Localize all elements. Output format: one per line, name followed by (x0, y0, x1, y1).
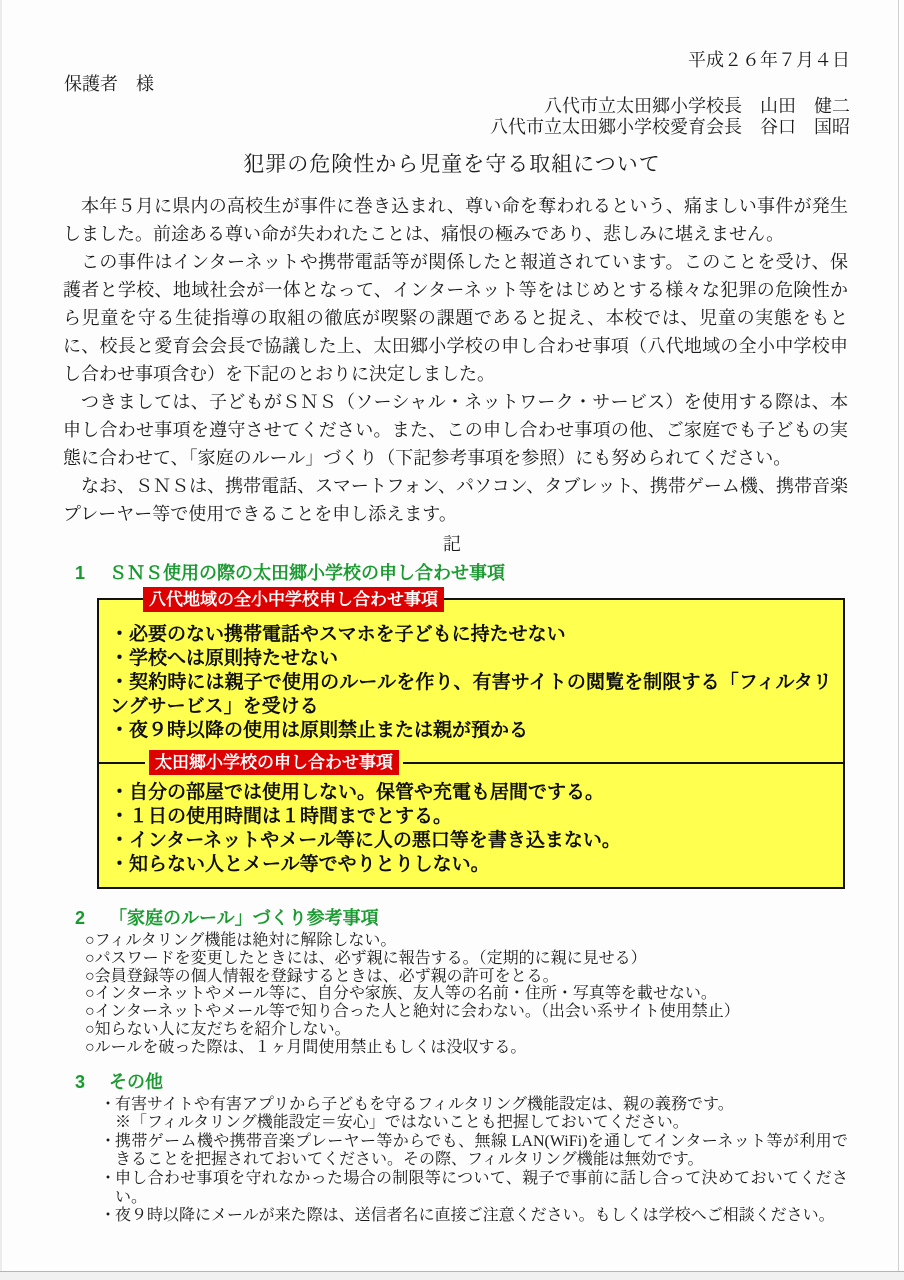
body-paragraphs (63, 192, 848, 528)
document-content (0, 50, 904, 1226)
agreement-item: ・自分の部屋では使用しない。保管や充電も居間でする。 (110, 782, 605, 803)
sender-principal: 八代市立太田郷小学校長 山田 健二 (544, 96, 850, 116)
bullet-dot: ・ (100, 1169, 117, 1187)
other-note-text: ※「フィルタリング機能設定＝安心」ではないことも把握しておいてください。 (115, 1114, 689, 1132)
recipient-line: 保護者 様 (64, 74, 154, 94)
section-1-title: ＳＮＳ使用の際の太田郷小学校の申し合わせ事項 (109, 563, 505, 583)
home-rule-list (85, 932, 845, 1057)
section-1-number: 1 (75, 563, 86, 583)
agreement-item: ・インターネットやメール等に人の悪口等を書き込まない。 (110, 830, 621, 851)
divider-line-left (99, 762, 145, 764)
agreement-item: ・必要のない携帯電話やスマホを子どもに持たせない (110, 624, 566, 645)
bullet-dot: ・ (100, 1132, 117, 1150)
document-title: 犯罪の危険性から児童を守る取組について (243, 152, 661, 176)
section-2-heading (0, 907, 904, 929)
group-divider (99, 750, 843, 775)
home-rule-item: ○インターネットやメール等で知り合った人と絶対に会わない。（出会い系サイト使用禁止） (85, 1003, 740, 1021)
other-note-text: 夜９時以降にメールが来た際は、送信者名に直接ご注意ください。もしくは学校へご相談ください。 (115, 1207, 835, 1225)
record-mark: 記 (443, 534, 461, 554)
agreement-item: ・契約時には親子で使用のルールを作り、有害サイトの閲覧を制限する「フィルタリングサービス」を受ける (110, 672, 832, 717)
agreement-item: ・知らない人とメール等でやりとりしない。 (110, 854, 490, 875)
agreement-box (97, 590, 845, 889)
other-note-item (100, 1133, 848, 1170)
other-note-subnote (100, 1114, 848, 1133)
body-paragraph: この事件はインターネットや携帯電話等が関係したと報道されています。このことを受け、保護者と学校、地域社会が一体となって、インターネット等をはじめとする様々な犯罪の危険性から児童を守る生徒指導の取組の徹底が喫緊の課題であると捉え、本校では、児童の実態をもとに、校長と愛育会会長で協議した上、太田郷小学校の申し合わせ事項（八代地域の全小中学校申し合わせ事項含む）を下記のとおりに決定しました。 (63, 252, 848, 384)
other-note-text: 申し合わせ事項を守れなかった場合の制限等について、親子で事前に話し合って決めておいてください。 (115, 1169, 848, 1206)
agreement-item: ・夜９時以降の使用は原則禁止または親が預かる (110, 720, 529, 741)
sender-block (0, 96, 904, 138)
home-rule-item: ○パスワードを変更したときには、必ず親に報告する。（定期的に親に見せる） (85, 949, 647, 967)
scan-strip-bottom (0, 1272, 904, 1280)
body-paragraph: つきましては、子どもがＳＮＳ（ソーシャル・ネットワーク・サービス）を使用する際は、本申し合わせ事項を遵守させてください。また、この申し合わせ事項の他、ご家庭でも子どもの実態に合わせて、「家庭のルール」づくり（下記参考事項を参照）にも努められてください。 (63, 392, 848, 468)
sender-aiikukai: 八代市立太田郷小学校愛育会長 谷口 国昭 (490, 117, 850, 137)
home-rule-item: ○知らない人に友だちを紹介しない。 (85, 1020, 351, 1038)
other-note-text: 携帯ゲーム機や携帯音楽プレーヤー等からでも、無線 LAN(WiFi)を通してインターネット等が利用できることを把握されておいてください。その際、フィルタリング機能は無効です。 (115, 1132, 848, 1169)
home-rule-item: ○インターネットやメール等に、自分や家族、友人等の名前・住所・写真等を載せない。 (85, 985, 717, 1003)
other-note-item (100, 1170, 848, 1207)
body-paragraph: 本年５月に県内の高校生が事件に巻き込まれ、尊い命を奪われるという、痛ましい事件が発生しました。前途ある尊い命が失われたことは、痛恨の極みであり、悲しみに堪えません。 (63, 196, 848, 244)
group-label-school: 太田郷小学校の申し合わせ事項 (149, 750, 399, 775)
bullet-dot: ・ (100, 1207, 117, 1225)
section-3-title: その他 (109, 1071, 163, 1092)
section-1-heading (0, 562, 904, 584)
other-note-item (100, 1207, 848, 1226)
home-rule-item: ○会員登録等の個人情報を登録するときは、必ず親の許可をとる。 (85, 967, 559, 985)
body-paragraph: なお、ＳＮＳは、携帯電話、スマートフォン、パソコン、タブレット、携帯ゲーム機、携帯音楽プレーヤー等で使用できることを申し添えます。 (63, 476, 848, 524)
other-note-item (100, 1096, 848, 1115)
agreement-item: ・学校へは原則持たせない (110, 648, 339, 669)
section-2-title: 「家庭のルール」づくり参考事項 (109, 908, 379, 928)
bullet-dot: ・ (100, 1095, 117, 1113)
document-date: 平成２６年７月４日 (688, 50, 850, 70)
other-note-text: 有害サイトや有害アプリから子どもを守るフィルタリング機能設定は、親の義務です。 (115, 1095, 734, 1113)
divider-line-right (403, 762, 843, 764)
section-3-number: 3 (75, 1071, 86, 1092)
section-3-heading (0, 1071, 904, 1093)
group-label-regional: 八代地域の全小中学校申し合わせ事項 (143, 587, 444, 612)
section-2-number: 2 (75, 908, 86, 928)
home-rule-item: ○ルールを破った際は、１ヶ月間使用禁止もしくは没収する。 (85, 1038, 527, 1056)
agreement-item: ・１日の使用時間は１時間までとする。 (110, 806, 453, 827)
other-notes-list (100, 1096, 848, 1226)
home-rule-item: ○フィルタリング機能は絶対に解除しない。 (85, 932, 397, 949)
